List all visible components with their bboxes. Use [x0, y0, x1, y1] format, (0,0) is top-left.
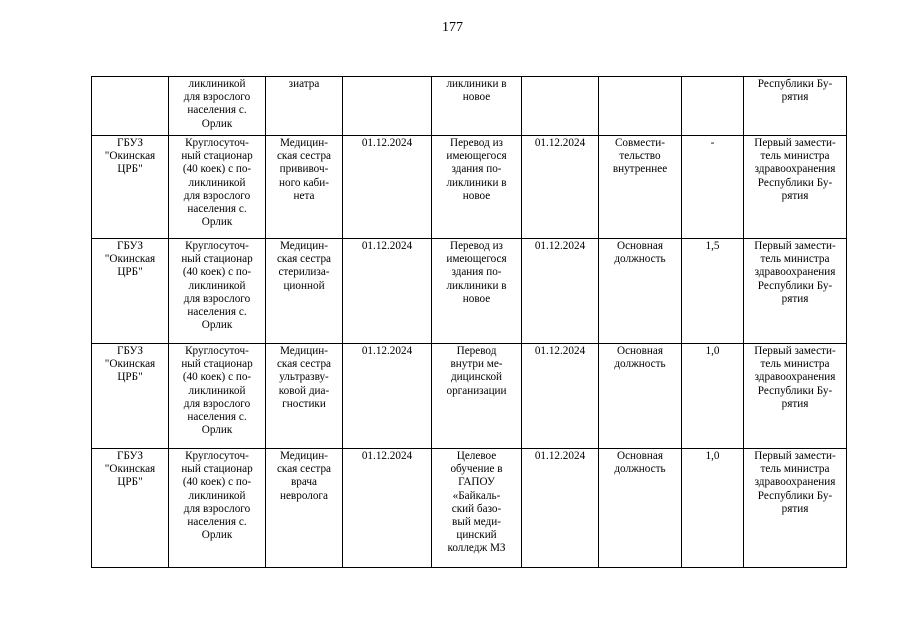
cell-approver: Первый замести- тель министра здравоохранения Республики Бу- рятия — [744, 136, 847, 239]
cell-org: ГБУЗ "Окинская ЦРБ" — [92, 449, 169, 568]
cell-approver: Республики Бу- рятия — [744, 77, 847, 136]
cell-approver: Первый замести- тель министра здравоохранения Республики Бу- рятия — [744, 239, 847, 344]
cell-rate — [682, 77, 744, 136]
cell-type: Совмести- тельство внутреннее — [599, 136, 682, 239]
cell-rate: 1,0 — [682, 344, 744, 449]
cell-date1 — [343, 77, 432, 136]
cell-date2: 01.12.2024 — [522, 449, 599, 568]
cell-rate: 1,5 — [682, 239, 744, 344]
cell-unit: ликлиникой для взрослого населения с. Орлик — [169, 77, 266, 136]
cell-org: ГБУЗ "Окинская ЦРБ" — [92, 344, 169, 449]
cell-reason: ликлиники в новое — [432, 77, 522, 136]
cell-date1: 01.12.2024 — [343, 344, 432, 449]
cell-date2: 01.12.2024 — [522, 239, 599, 344]
cell-org: ГБУЗ "Окинская ЦРБ" — [92, 136, 169, 239]
cell-type: Основная должность — [599, 344, 682, 449]
staffing-table — [91, 76, 847, 568]
cell-reason: Перевод из имеющегося здания по- ликлиники в новое — [432, 239, 522, 344]
cell-reason: Перевод внутри ме- дицинской организации — [432, 344, 522, 449]
cell-unit: Круглосуточ- ный стационар (40 коек) с по- ликлиникой для взрослого населения с. Орлик — [169, 344, 266, 449]
cell-date1: 01.12.2024 — [343, 449, 432, 568]
cell-approver: Первый замести- тель министра здравоохранения Республики Бу- рятия — [744, 449, 847, 568]
cell-position: Медицин- ская сестра врача невролога — [266, 449, 343, 568]
cell-date2 — [522, 77, 599, 136]
cell-approver: Первый замести- тель министра здравоохранения Республики Бу- рятия — [744, 344, 847, 449]
cell-org — [92, 77, 169, 136]
cell-reason: Перевод из имеющегося здания по- ликлиники в новое — [432, 136, 522, 239]
page-number: 177 — [442, 20, 463, 35]
cell-position: зиатра — [266, 77, 343, 136]
cell-date2: 01.12.2024 — [522, 344, 599, 449]
cell-date2: 01.12.2024 — [522, 136, 599, 239]
cell-unit: Круглосуточ- ный стационар (40 коек) с по- ликлиникой для взрослого населения с. Орлик — [169, 136, 266, 239]
cell-position: Медицин- ская сестра ультразву- ковой диа- гностики — [266, 344, 343, 449]
table-row — [92, 77, 847, 136]
cell-unit: Круглосуточ- ный стационар (40 коек) с по- ликлиникой для взрослого населения с. Орлик — [169, 239, 266, 344]
cell-reason: Целевое обучение в ГАПОУ «Байкаль- ский базо- вый меди- цинский колледж МЗ — [432, 449, 522, 568]
table-body — [92, 77, 847, 568]
table-row — [92, 136, 847, 239]
cell-type: Основная должность — [599, 449, 682, 568]
cell-date1: 01.12.2024 — [343, 239, 432, 344]
table-row — [92, 449, 847, 568]
cell-type: Основная должность — [599, 239, 682, 344]
cell-position: Медицин- ская сестра стерилиза- ционной — [266, 239, 343, 344]
cell-org: ГБУЗ "Окинская ЦРБ" — [92, 239, 169, 344]
cell-unit: Круглосуточ- ный стационар (40 коек) с по- ликлиникой для взрослого населения с. Орлик — [169, 449, 266, 568]
cell-type — [599, 77, 682, 136]
table-row — [92, 239, 847, 344]
cell-rate: 1,0 — [682, 449, 744, 568]
cell-date1: 01.12.2024 — [343, 136, 432, 239]
cell-rate: - — [682, 136, 744, 239]
table-row — [92, 344, 847, 449]
cell-position: Медицин- ская сестра прививоч- ного каби- нета — [266, 136, 343, 239]
